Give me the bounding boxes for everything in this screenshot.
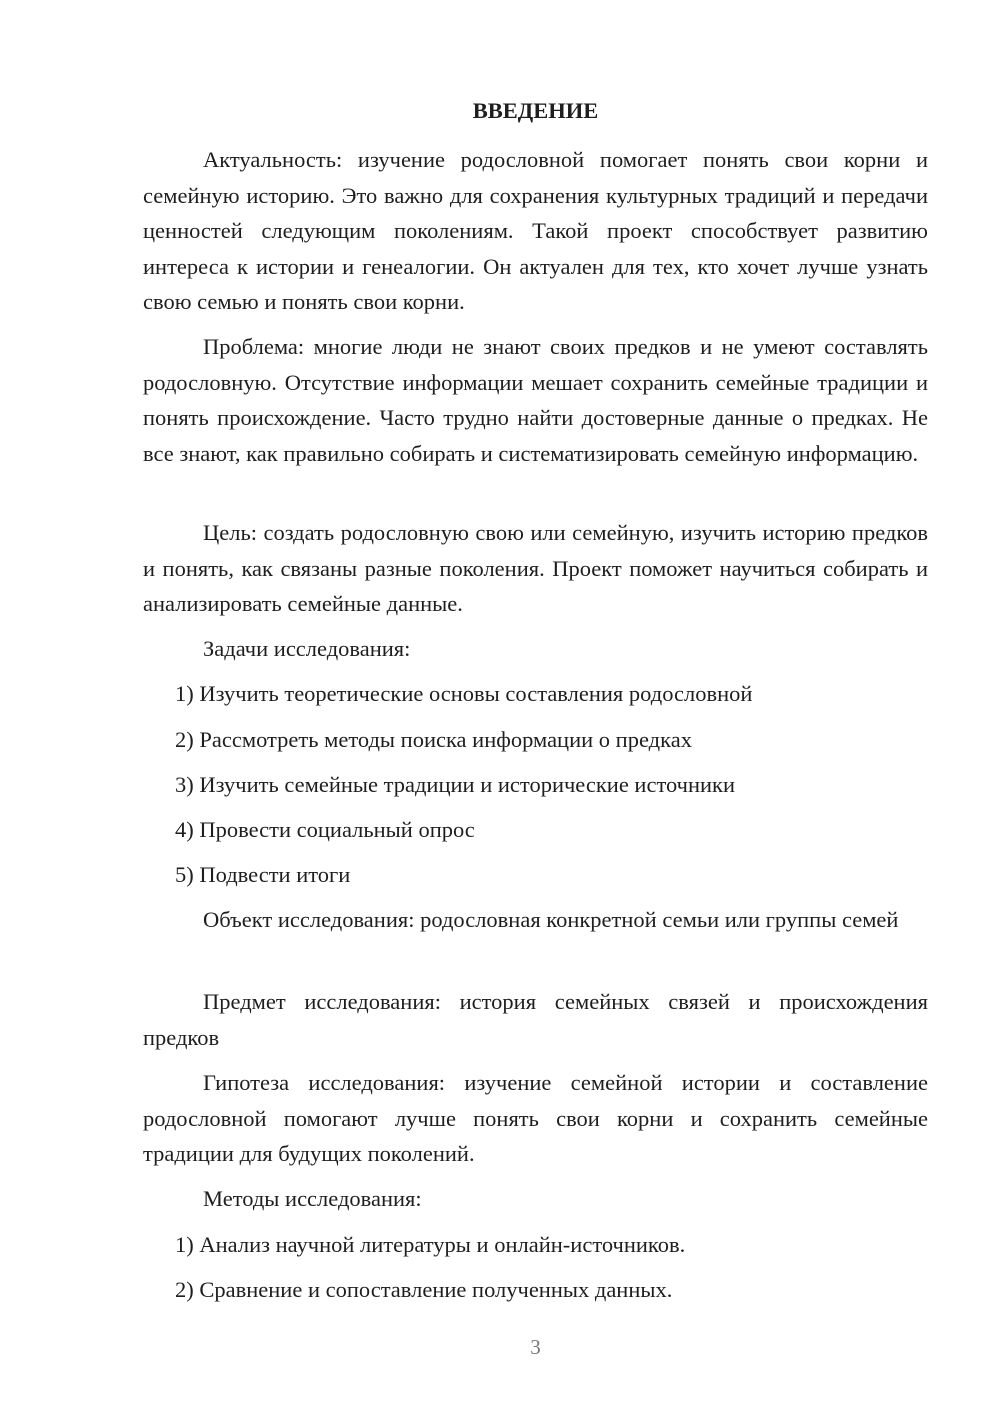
section-title: ВВЕДЕНИЕ (472, 98, 599, 123)
object-paragraph: Объект исследования: родословная конкретной семьи или группы семей (203, 907, 899, 932)
task-item: 4) Провести социальный опрос (175, 817, 475, 842)
tasks-heading: Задачи исследования: (203, 636, 411, 661)
subject-paragraph: Предмет исследования: история семейных связей и происхождения предков (143, 989, 928, 1050)
goal-paragraph: Цель: создать родословную свою или семейную, изучить историю предков и понять, как связаны разные поколения. Проект поможет научиться собирать и анализировать семейные данные. (143, 520, 928, 616)
methods-heading: Методы исследования: (203, 1186, 422, 1211)
task-item: 1) Изучить теоретические основы составления родословной (175, 681, 753, 706)
document-page (143, 0, 928, 1414)
problem-paragraph: Проблема: многие люди не знают своих предков и не умеют составлять родословную. Отсутствие информации мешает сохранить семейные традиции и понять происхождение. Часто трудно найти достоверные данные о предках. Не все знают, как правильно собирать и систематизировать семейную информацию. (143, 334, 928, 466)
task-item: 3) Изучить семейные традиции и исторические источники (175, 772, 736, 797)
page-number: 3 (530, 1335, 541, 1359)
task-item: 2) Рассмотреть методы поиска информации о предках (175, 727, 692, 752)
relevance-paragraph: Актуальность: изучение родословной помогает понять свои корни и семейную историю. Это важно для сохранения культурных традиций и передачи ценностей следующим поколениям. Такой проект способствует развитию интереса к истории и генеалогии. Он актуален для тех, кто хочет лучше узнать свою семью и понять свои корни. (143, 147, 928, 314)
task-item: 5) Подвести итоги (175, 862, 351, 887)
method-item: 2) Сравнение и сопоставление полученных данных. (175, 1277, 673, 1302)
method-item: 1) Анализ научной литературы и онлайн-источников. (175, 1232, 686, 1257)
hypothesis-paragraph: Гипотеза исследования: изучение семейной истории и составление родословной помогают лучше понять свои корни и сохранить семейные традиции для будущих поколений. (143, 1070, 928, 1166)
